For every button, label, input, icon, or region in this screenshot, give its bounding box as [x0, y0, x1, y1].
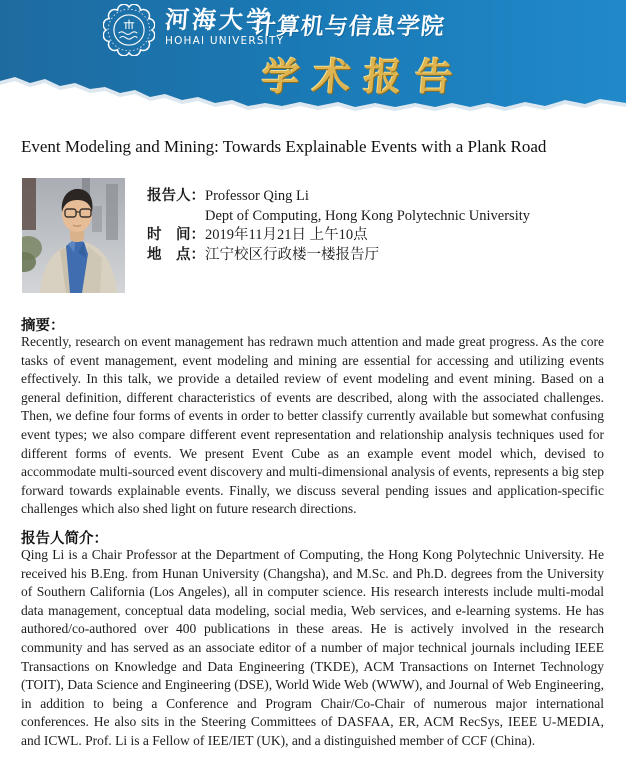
speaker-label: 报告人： [147, 188, 205, 204]
banner [0, 0, 626, 118]
talk-time: 2019年11月21日 上午10点 [205, 227, 368, 243]
abstract-text: Recently, research on event management has redrawn much attention and made great progress. As the core tasks of event management, event modeling and mining are essential for accessing and utilizing events effectively. In this talk, we provide a detailed review of event modeling and event mining. Based on a general definition, different characteristics of events are described, along with the associated challenges. Then, we define four forms of events in order to better classify currently available but somewhat confusing event types; we also compare different event representation and relationship analysis techniques used for different forms of events. We present Event Cube as an example event model which, devised to accommodate multi-sourced event discovery and multi-dimensional analysis of events, represents a big step forward towards explainable events. Finally, we discuss several pending issues and application-specific challenges which also shed light on future research directions. [21, 334, 604, 517]
abstract-heading: 摘要： [21, 318, 65, 334]
university-name-chinese: 河海大学 [164, 6, 274, 34]
speaker-affiliation: Dept of Computing, Hong Kong Polytechnic University [205, 207, 531, 224]
time-label: 时 间： [147, 227, 205, 243]
speaker-name: Professor Qing Li [205, 188, 309, 204]
event-type-calligraphy: 学术报告 [259, 55, 468, 99]
speaker-photo [22, 178, 125, 293]
college-name: 计算机与信息学院 [251, 14, 447, 40]
speaker-info [147, 187, 530, 265]
affiliation-row [147, 207, 530, 227]
university-name-english: HOHAI UNIVERSITY [165, 35, 285, 47]
venue-row [147, 246, 530, 266]
speaker-row [147, 187, 530, 207]
talk-title: Event Modeling and Mining: Towards Explainable Events with a Plank Road [21, 137, 547, 156]
bio-heading: 报告人简介： [21, 531, 108, 547]
talk-venue: 江宁校区行政楼一楼报告厅 [205, 246, 379, 263]
bio-text: Qing Li is a Chair Professor at the Department of Computing, the Hong Kong Polytechnic University. He received his B.Eng. from Hunan University (Changsha), and M.Sc. and Ph.D. degrees from the University of Southern California (Los Angeles), all in computer science. His research interests include multi-modal data management, conceptual data modeling, social media, Web services, and e-learning systems. He has authored/co-authored over 400 publications in these areas. He is actively involved in the research community and has served as an associate editor of a number of major technical journals including IEEE Transactions on Knowledge and Data Engineering (TKDE), ACM Transactions on Internet Technology (TOIT), Data Science and Engineering (DSE), World Wide Web (WWW), and Journal of Web Engineering, in addition to being a Conference and Program Chair/Co-Chair of numerous major international conferences. He also sits in the Steering Committees of DASFAA, ER, ACM RecSys, IEEE U-MEDIA, and ICWL. Prof. Li is a Fellow of IEE/IET (UK), and a distinguished member of CCF (China). [21, 547, 604, 748]
venue-label: 地 点： [147, 246, 205, 263]
hohai-university-seal-logo [103, 4, 155, 56]
time-row [147, 226, 530, 246]
